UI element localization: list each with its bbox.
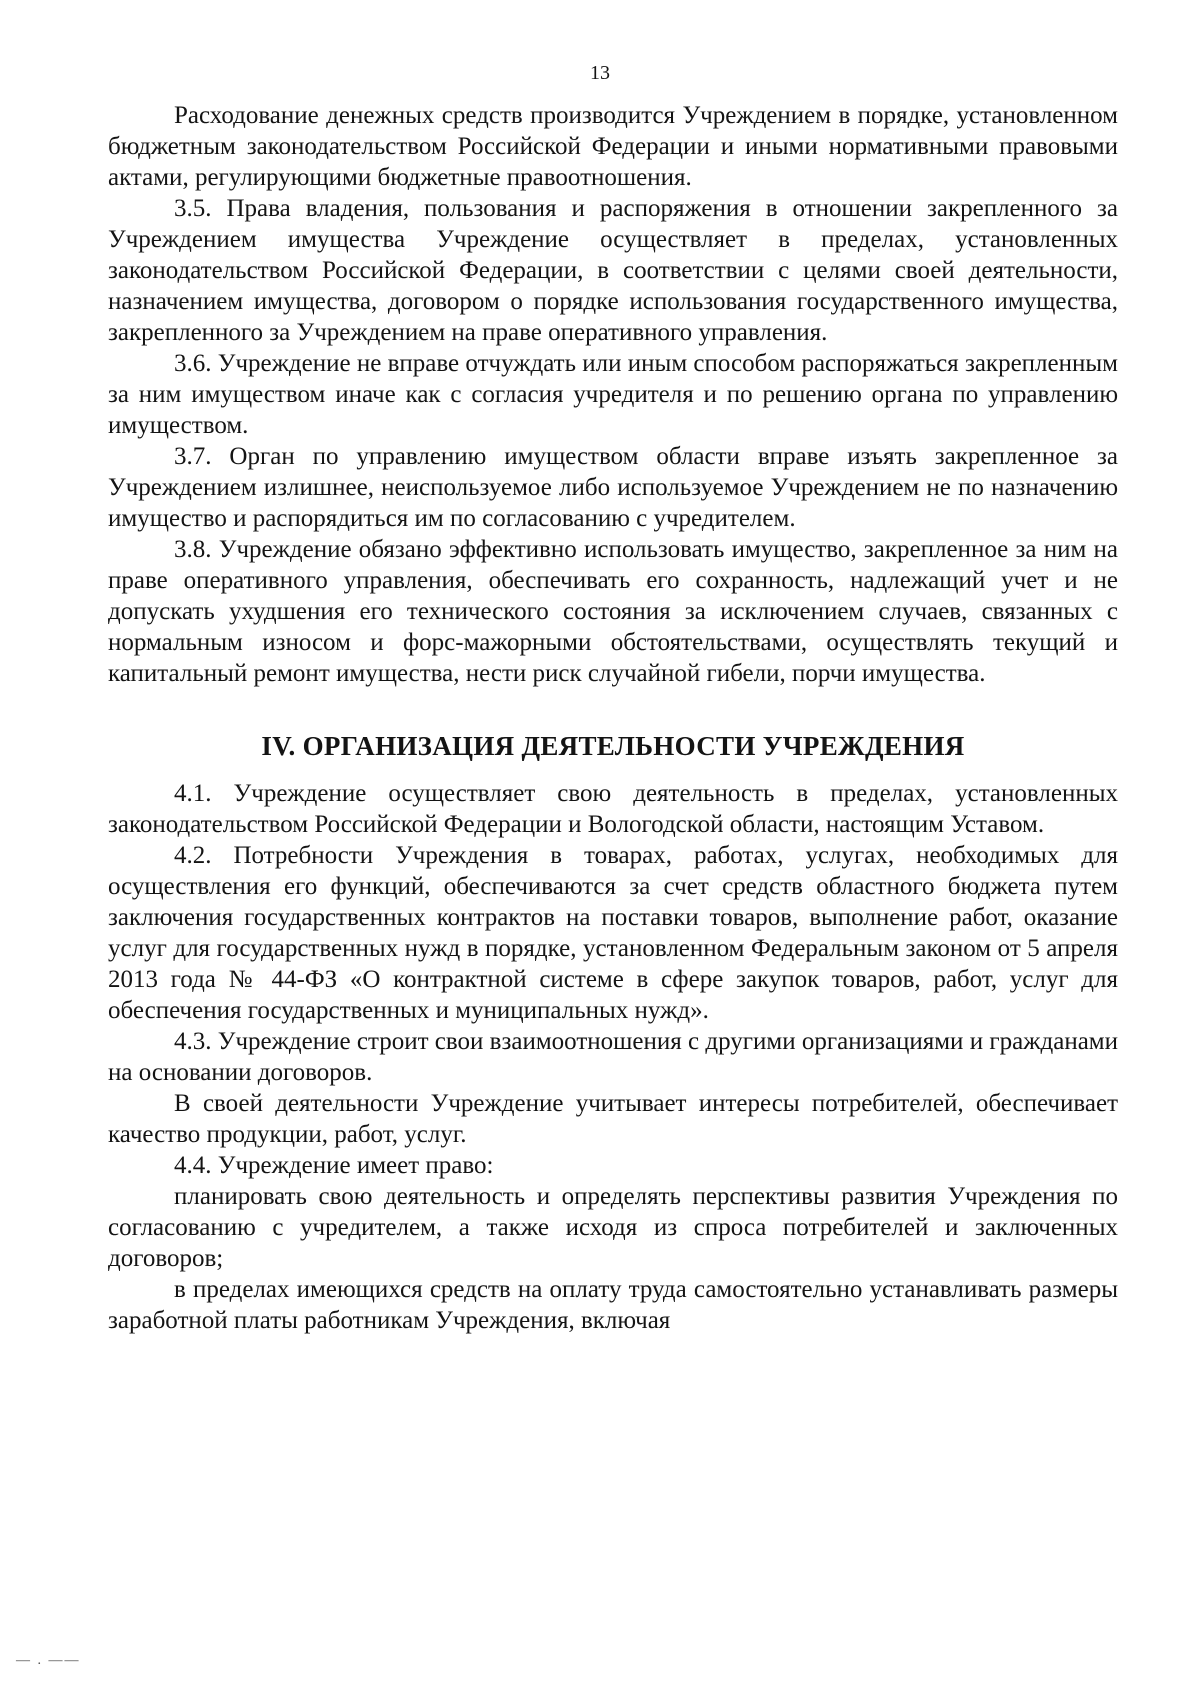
paragraph-3-5: 3.5. Права владения, пользования и распоряжения в отношении закрепленного за Учреждением имущества Учреждение осуществляет в пределах, установленных законодательством Российской Федерации, в соответствии с целями своей деятельности, назначением имущества, договором о порядке использования государственного имущества, закрепленного за Учреждением на праве оперативного управления. xyxy=(108,195,1118,346)
document-body xyxy=(108,100,1118,1336)
paragraph-3-8: 3.8. Учреждение обязано эффективно использовать имущество, закрепленное за ним на праве оперативного управления, обеспечивать его сохранность, надлежащий учет и не допускать ухудшения его технического состояния за исключением случаев, связанных с нормальным износом и форс-мажорными обстоятельствами, осуществлять текущий и капитальный ремонт имущества, нести риск случайной гибели, порчи имущества. xyxy=(108,536,1118,687)
paragraph-4-2: 4.2. Потребности Учреждения в товарах, работах, услугах, необходимых для осуществления его функций, обеспечиваются за счет средств областного бюджета путем заключения государственных контрактов на поставки товаров, выполнение работ, оказание услуг для государственных нужд в порядке, установленном Федеральным законом от 5 апреля 2013 года № 44-ФЗ «О контрактной системе в сфере закупок товаров, работ, услуг для обеспечения государственных и муниципальных нужд». xyxy=(108,842,1118,1024)
paragraph-consumer-interests: В своей деятельности Учреждение учитывает интересы потребителей, обеспечивает качество продукции, работ, услуг. xyxy=(108,1090,1118,1148)
section-heading: IV. ОРГАНИЗАЦИЯ ДЕЯТЕЛЬНОСТИ УЧРЕЖДЕНИЯ xyxy=(261,731,965,761)
paragraph-expenditure: Расходование денежных средств производится Учреждением в порядке, установленном бюджетным законодательством Российской Федерации и иными нормативными правовыми актами, регулирующими бюджетные правоотношения. xyxy=(108,102,1118,191)
footer-mark: — . —— xyxy=(16,1653,81,1668)
paragraph-4-3: 4.3. Учреждение строит свои взаимоотношения с другими организациями и гражданами на основании договоров. xyxy=(108,1028,1118,1086)
page-number: 13 xyxy=(590,62,610,84)
paragraph-salary-right: в пределах имеющихся средств на оплату труда самостоятельно устанавливать размеры заработной платы работникам Учреждения, включая xyxy=(108,1276,1118,1334)
paragraph-3-6: 3.6. Учреждение не вправе отчуждать или иным способом распоряжаться закрепленным за ним имуществом иначе как с согласия учредителя и по решению органа по управлению имуществом. xyxy=(108,350,1118,439)
paragraph-3-7: 3.7. Орган по управлению имуществом области вправе изъять закрепленное за Учреждением излишнее, неиспользуемое либо используемое Учреждением не по назначению имущество и распорядиться им по согласованию с учредителем. xyxy=(108,443,1118,532)
paragraph-4-4: 4.4. Учреждение имеет право: xyxy=(174,1152,494,1179)
paragraph-4-1: 4.1. Учреждение осуществляет свою деятельность в пределах, установленных законодательством Российской Федерации и Вологодской области, настоящим Уставом. xyxy=(108,780,1118,838)
paragraph-planning-right: планировать свою деятельность и определять перспективы развития Учреждения по согласованию с учредителем, а также исходя из спроса потребителей и заключенных договоров; xyxy=(108,1183,1118,1272)
